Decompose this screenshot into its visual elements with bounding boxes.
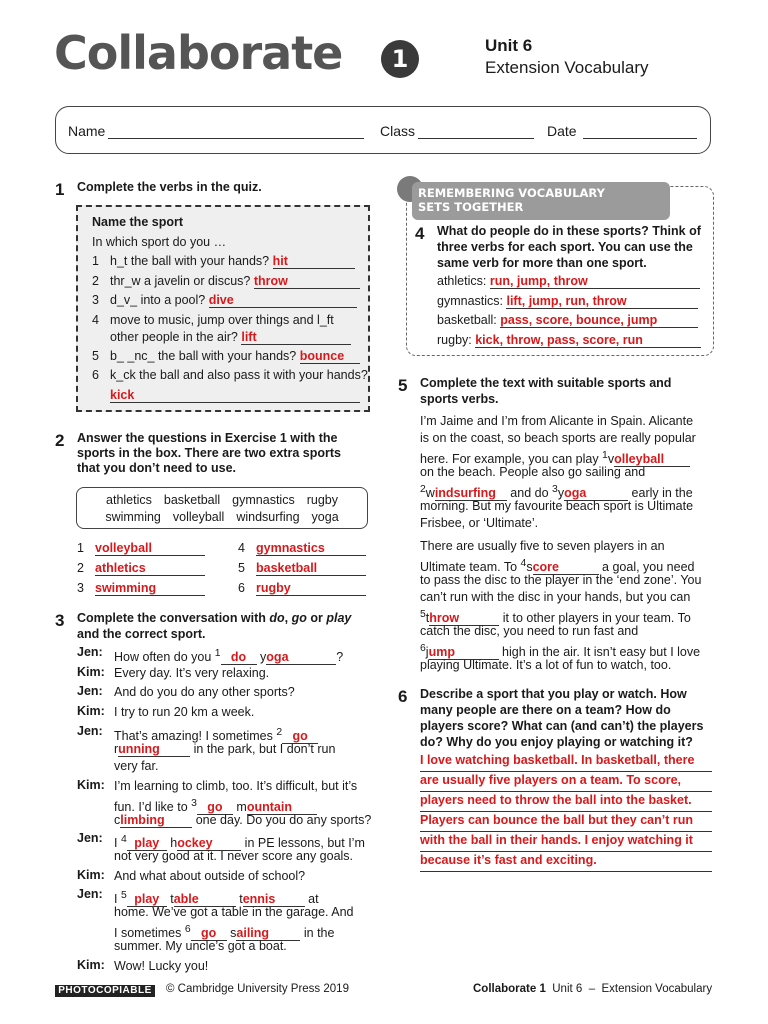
dialogue-line: home. We’ve got a table in the garage. And (114, 905, 354, 919)
class-label: Class (380, 123, 416, 139)
answer-blank[interactable]: basketball (256, 561, 366, 576)
sport-verbs-row: gymnastics: lift, jump, run, throw (437, 294, 698, 309)
exercise-3-instruction: Complete the conversation with do, go or play (77, 611, 352, 625)
answer-blank[interactable]: lift (241, 330, 351, 345)
answer-blank[interactable]: play (127, 892, 167, 907)
date-label: Date (547, 123, 577, 139)
class-field[interactable] (418, 138, 534, 139)
dialogue-line: And do you do any other sports? (114, 685, 295, 699)
answer-row: 1 volleyball (77, 541, 205, 556)
answer-blank[interactable]: unning (118, 742, 190, 757)
answer-blank[interactable]: rugby (256, 581, 366, 596)
text-line: catch the disc, you need to run fast and (420, 624, 639, 638)
unit-title: Unit 6 (485, 36, 533, 55)
text-line: can’t run with the disc in your hands, but you can (420, 590, 691, 604)
answer-blank[interactable]: ailing (236, 926, 300, 941)
answer-blank[interactable]: limbing (120, 813, 192, 828)
text-line: There are usually five to seven players in an (420, 539, 665, 553)
photocopiable-label: PHOTOCOPIABLE (55, 985, 155, 997)
text-line: I’m Jaime and I’m from Alicante in Spain. Alicante (420, 414, 694, 428)
quiz-item: 4 move to music, jump over things and l_ft (92, 313, 334, 327)
dialogue-line: I sometimes $^6$ go sailing in the (114, 924, 335, 941)
answer-blank[interactable]: go (282, 729, 318, 744)
exercise-1-number: 1 (55, 180, 65, 199)
dialogue-line: fun. I’d like to $^3$ go mountain (114, 795, 374, 816)
dialogue-line: And what about outside of school? (114, 869, 306, 883)
exercise-5-instruction: sports verbs. (420, 392, 499, 406)
quiz-item (92, 388, 360, 403)
writing-answer[interactable]: I love watching basketball. In basketball, there are usually five players on a team. To score, players need to throw the ball into the basket. Players can bounce the ball but they can’t run with the ball in their hands. I enjoy watching it because it’s fast and exciting. (420, 752, 712, 872)
exercise-2-instruction: sports in the box. There are two extra sports (77, 446, 341, 460)
section-subtitle: Extension Vocabulary (485, 58, 649, 77)
word-box: athletics basketball gymnastics rugby swimming volleyball windsurfing yoga (76, 487, 368, 529)
quiz-item: 2 thr_w a javelin or discus? throw (92, 274, 360, 289)
dialogue-line: I $^5$ play table tennis at (114, 890, 319, 907)
answer-blank[interactable]: gymnastics (256, 541, 366, 556)
answer-row: 6 rugby (238, 581, 366, 596)
exercise-1-instruction: Complete the verbs in the quiz. (77, 180, 262, 194)
speaker-jen: Jen: (77, 684, 103, 698)
answer-row: 5 basketball (238, 561, 366, 576)
speaker-jen: Jen: (77, 887, 103, 901)
answer-blank[interactable]: volleyball (95, 541, 205, 556)
answer-blank[interactable]: do (221, 650, 257, 665)
name-label: Name (68, 123, 106, 139)
exercise-6-instruction: do? Why do you enjoy playing or watching it? (420, 735, 693, 749)
speaker-kim: Kim: (77, 958, 105, 972)
exercise-4-instruction: three verbs for each sport. You can use the (437, 240, 693, 254)
quiz-title: Name the sport (92, 215, 183, 229)
exercise-6-number: 6 (398, 687, 408, 706)
dialogue-line: Every day. It’s very relaxing. (114, 666, 270, 680)
answer-blank[interactable]: ockey (177, 836, 241, 851)
answer-blank[interactable]: bounce (300, 349, 360, 364)
speaker-jen: Jen: (77, 645, 103, 659)
answer-blank[interactable]: hrow (429, 611, 499, 626)
footer-book-info: Collaborate 1 Unit 6 – Extension Vocabulary (473, 983, 713, 995)
exercise-4-number: 4 (415, 224, 425, 243)
exercise-2-instruction: that you don’t need to use. (77, 461, 237, 475)
speaker-jen: Jen: (77, 724, 103, 738)
answer-blank[interactable]: ump (429, 645, 499, 660)
exercise-4-instruction: What do people do in these sports? Think of (437, 224, 701, 238)
answer-blank[interactable]: throw (254, 274, 360, 289)
text-line: here. For example, you can play $^1$volleyball (420, 447, 690, 468)
dialogue-line: running in the park, but I don’t run (114, 742, 336, 756)
exercise-6-instruction: players score? What can (and can’t) the players (420, 719, 704, 733)
speaker-kim: Kim: (77, 704, 105, 718)
exercise-2-number: 2 (55, 431, 65, 450)
text-line: $^5$throw it to other players in your team. To (420, 609, 691, 626)
sport-verbs-row: basketball: pass, score, bounce, jump (437, 313, 698, 328)
quiz-intro: In which sport do you … (92, 235, 227, 249)
name-field[interactable] (108, 138, 364, 139)
text-line: playing Ultimate. It’s a lot of fun to watch, too. (420, 658, 672, 672)
quiz-item: 5 b_ _nc_ the ball with your hands? bounce (92, 349, 360, 364)
answer-blank[interactable]: kick (110, 388, 360, 403)
answer-blank[interactable]: swimming (95, 581, 205, 596)
collaborate-logo: Collaborate (54, 26, 343, 80)
quiz-box (76, 205, 370, 412)
quiz-item: 1 h_t the ball with your hands? hit (92, 254, 355, 269)
answer-blank[interactable]: kick, throw, pass, score, run (475, 333, 701, 348)
answer-row: 4 gymnastics (238, 541, 366, 556)
answer-blank[interactable]: play (127, 836, 167, 851)
speaker-kim: Kim: (77, 778, 105, 792)
dialogue-line: That’s amazing! I sometimes $^2$ go (114, 724, 374, 745)
answer-blank[interactable]: oga (266, 650, 336, 665)
text-line: is on the coast, so beach sports are really popular (420, 431, 696, 445)
answer-blank[interactable]: go (197, 800, 233, 815)
quiz-item: 6 k_ck the ball and also pass it with your hands? (92, 368, 368, 382)
speaker-kim: Kim: (77, 665, 105, 679)
answer-blank[interactable]: hit (273, 254, 355, 269)
exercise-5-instruction: Complete the text with suitable sports and (420, 376, 672, 390)
dialogue-line: climbing one day. Do you do any sports? (114, 813, 372, 827)
sport-verbs-row: rugby: kick, throw, pass, score, run (437, 333, 701, 348)
dialogue-line: How often do you $^1$ do yoga ? (114, 648, 344, 665)
dialogue-line: not very good at it. I never score any goals. (114, 849, 354, 863)
answer-blank[interactable]: dive (209, 293, 357, 308)
answer-row: 3 swimming (77, 581, 205, 596)
text-line: $^6$jump high in the air. It isn’t easy but I love (420, 643, 701, 660)
dialogue-line: I’m learning to climb, too. It’s difficult, but it’s (114, 779, 358, 793)
copyright: © Cambridge University Press 2019 (166, 983, 349, 995)
answer-blank[interactable]: go (191, 926, 227, 941)
answer-blank[interactable]: lift, jump, run, throw (506, 294, 698, 309)
quiz-item: 3 d_v_ into a pool? dive (92, 293, 357, 308)
dialogue-line: I $^4$ play hockey in PE lessons, but I’m (114, 834, 365, 851)
answer-blank[interactable]: ountain (247, 800, 317, 815)
speaker-kim: Kim: (77, 868, 105, 882)
name-class-date-box (55, 106, 711, 154)
remembering-vocabulary-heading: REMEMBERING VOCABULARY SETS TOGETHER (412, 182, 670, 220)
text-line: to pass the disc to the player in the ‘end zone’. You (420, 573, 702, 587)
answer-blank[interactable]: able (174, 892, 236, 907)
text-line: Ultimate team. To $^4$score a goal, you need (420, 558, 695, 575)
answer-blank[interactable]: olleyball (614, 452, 690, 467)
text-line: on the beach. People also go sailing and (420, 465, 646, 479)
dialogue-line: very far. (114, 759, 159, 773)
answer-blank[interactable]: indsurfing (435, 486, 507, 501)
text-line: morning. But my favourite beach sport is Ultimate (420, 499, 694, 513)
answer-blank[interactable]: run, jump, throw (490, 274, 700, 289)
exercise-3-instruction: and the correct sport. (77, 627, 206, 641)
quiz-item: other people in the air? lift (92, 330, 351, 345)
exercise-6-instruction: many people are there on a team? How do (420, 703, 671, 717)
answer-blank[interactable]: core (533, 560, 599, 575)
exercise-4-instruction: same verb for more than one sport. (437, 256, 647, 270)
exercise-2-instruction: Answer the questions in Exercise 1 with the (77, 431, 338, 445)
text-line: Frisbee, or ‘Ultimate’. (420, 516, 539, 530)
dialogue-line: Wow! Lucky you! (114, 959, 209, 973)
answer-blank[interactable]: oga (564, 486, 628, 501)
level-badge: 1 (381, 40, 419, 78)
answer-blank[interactable]: pass, score, bounce, jump (500, 313, 698, 328)
sport-verbs-row: athletics: run, jump, throw (437, 274, 700, 289)
date-field[interactable] (583, 138, 697, 139)
dialogue-line: I try to run 20 km a week. (114, 705, 255, 719)
exercise-5-number: 5 (398, 376, 408, 395)
exercise-6-instruction: Describe a sport that you play or watch. How (420, 687, 687, 701)
answer-blank[interactable]: ennis (243, 892, 305, 907)
dialogue-line: summer. My uncle’s got a boat. (114, 939, 287, 953)
answer-blank[interactable]: athletics (95, 561, 205, 576)
answer-row: 2 athletics (77, 561, 205, 576)
speaker-jen: Jen: (77, 831, 103, 845)
text-line: $^2$windsurfing and do $^3$yoga early in the (420, 484, 693, 501)
exercise-3-number: 3 (55, 611, 65, 630)
